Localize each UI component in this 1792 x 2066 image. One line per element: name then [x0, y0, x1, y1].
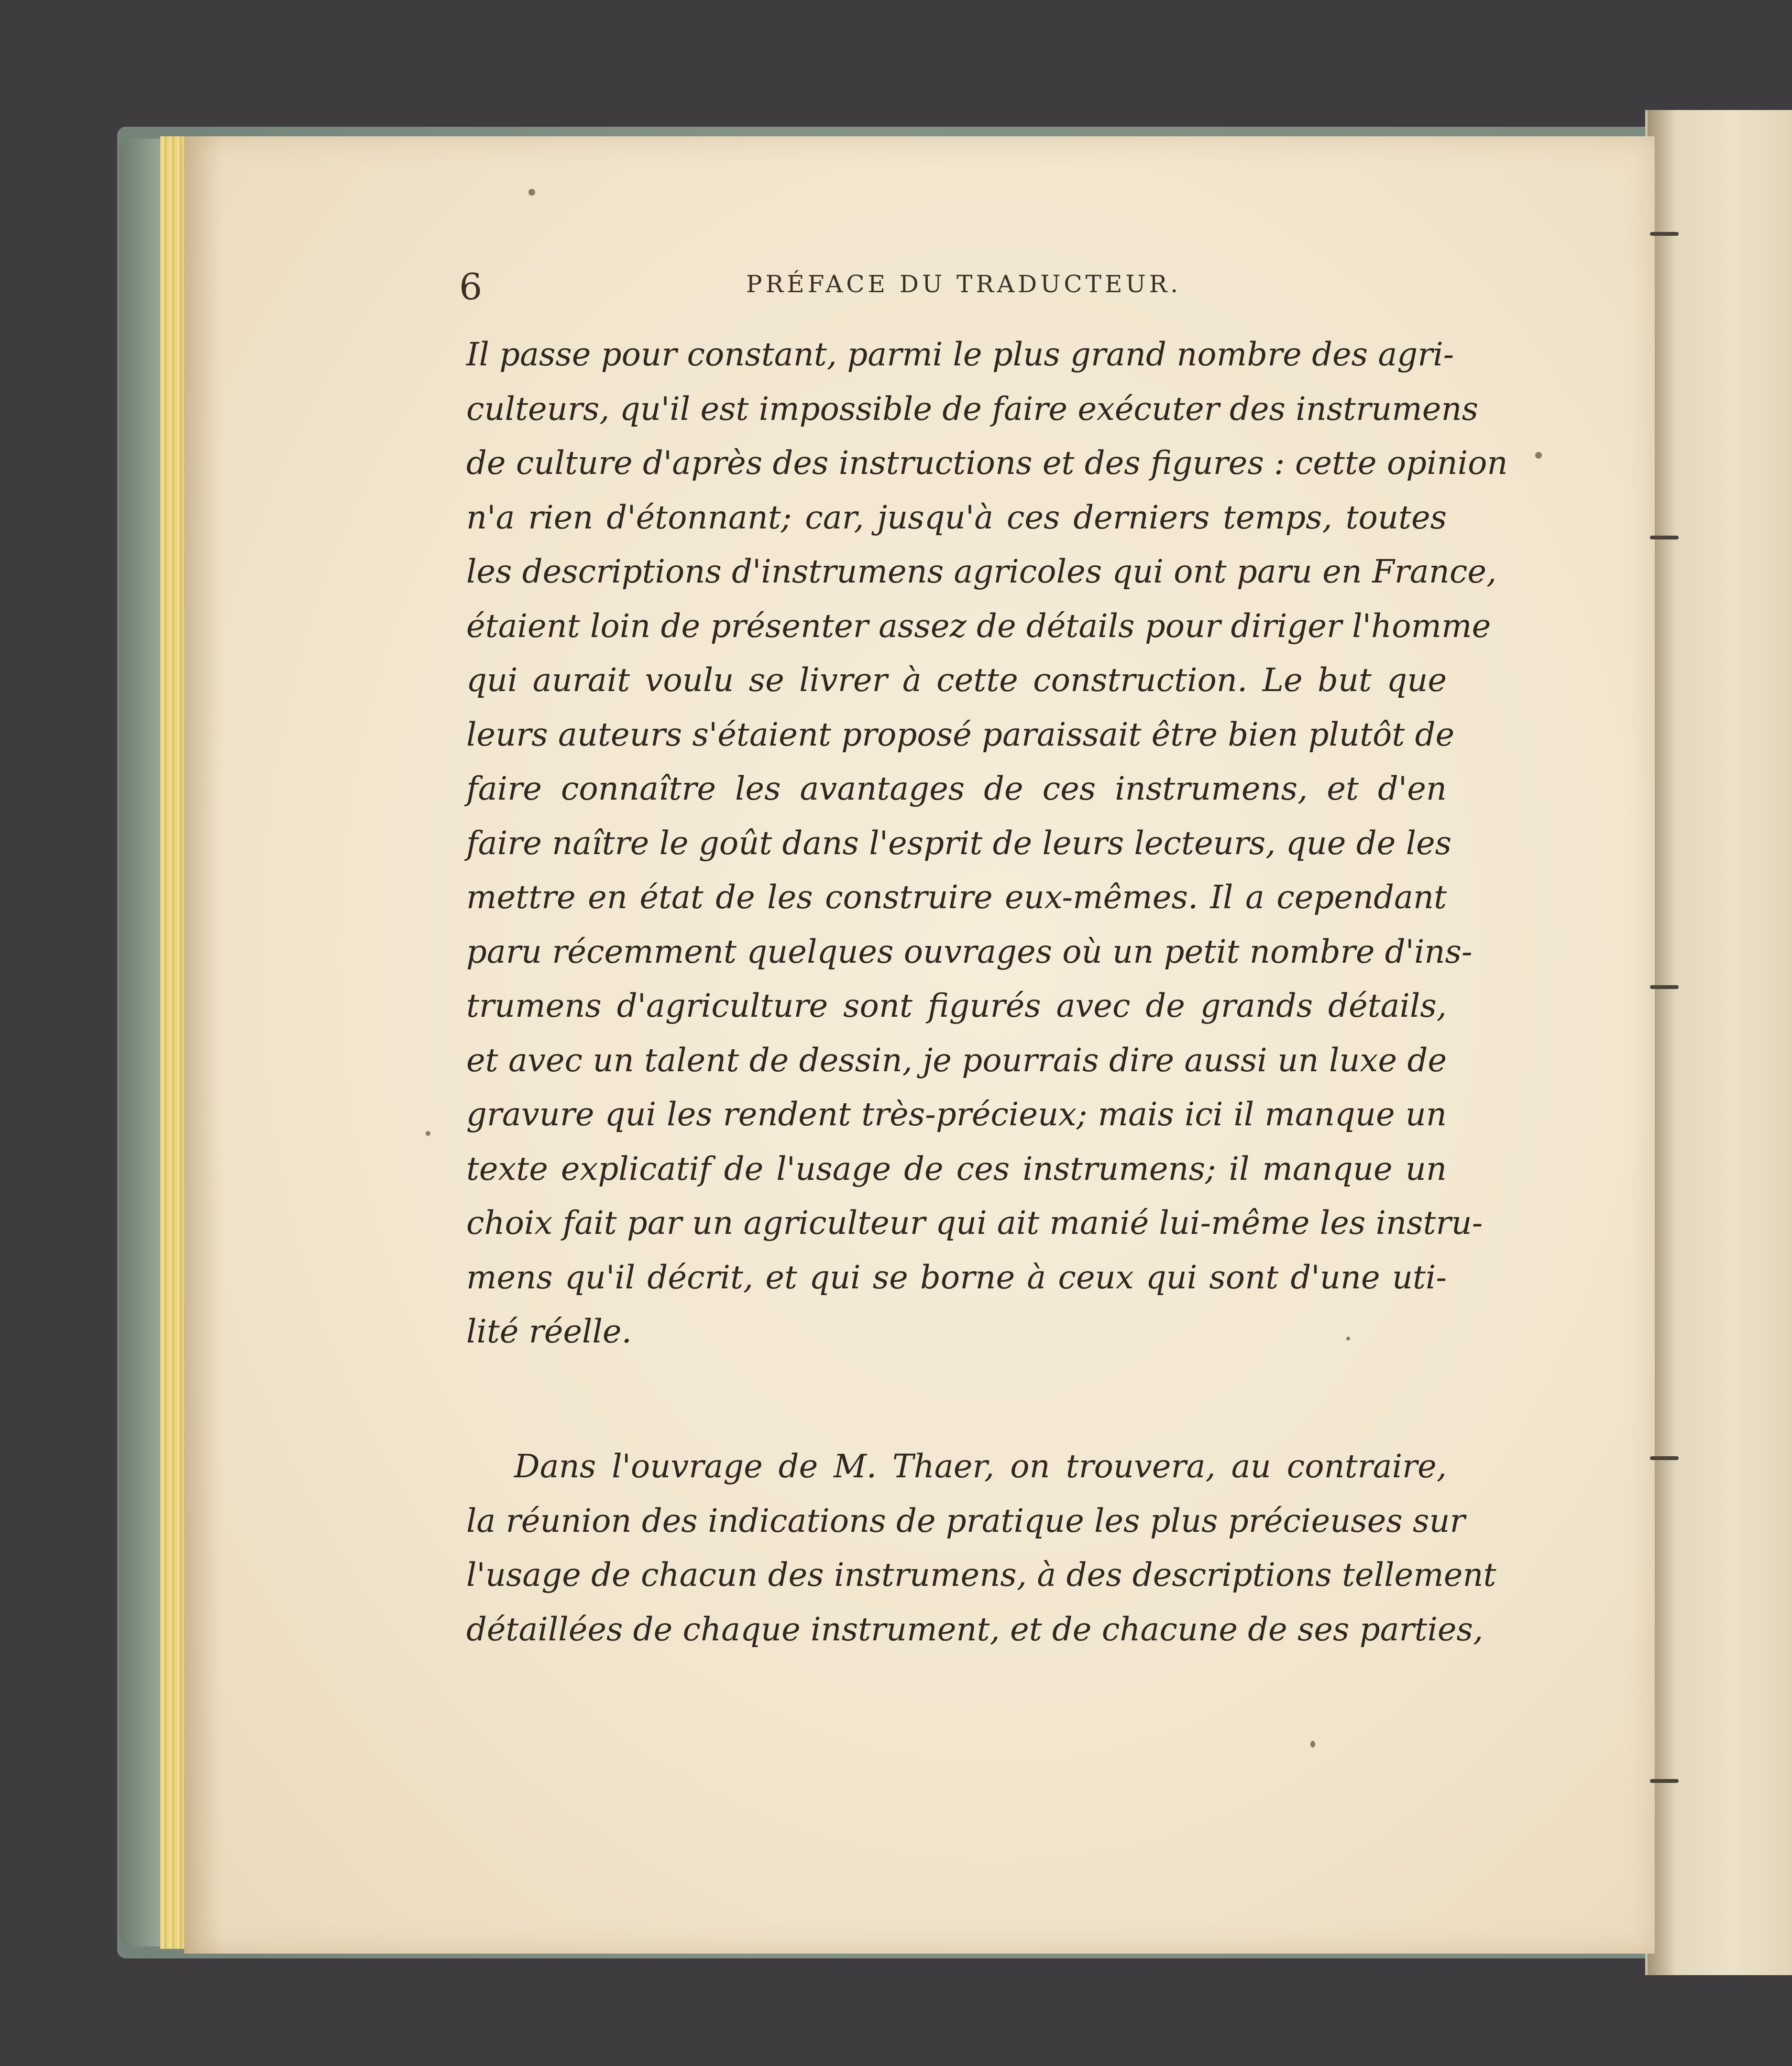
text-line: lité réelle.	[466, 1313, 632, 1350]
running-title: PRÉFACE DU TRADUCTEUR.	[746, 270, 1182, 298]
text-line: gravure qui les rendent très-précieux; mais ici il manque un	[466, 1096, 1447, 1133]
paper-speck	[426, 1131, 430, 1136]
binding-stitch	[1650, 232, 1679, 236]
text-line: les descriptions d'instrumens agricoles qui ont paru en France,	[466, 553, 1497, 590]
paper-speck	[528, 189, 535, 196]
text-line: trumens d'agriculture sont figurés avec de grands détails,	[466, 987, 1447, 1024]
text-line: faire connaître les avantages de ces instrumens, et d'en	[466, 770, 1447, 807]
text-line: étaient loin de présenter assez de détails pour diriger l'homme	[466, 607, 1491, 645]
page-number: 6	[459, 265, 483, 308]
text-line: paru récemment quelques ouvrages où un petit nombre d'ins-	[466, 933, 1473, 970]
binding-stitch	[1650, 1779, 1679, 1783]
text-line: qui aurait voulu se livrer à cette construction. Le but que	[466, 661, 1447, 699]
binding-stitch	[1650, 536, 1679, 539]
text-line: culteurs, qu'il est impossible de faire exécuter des instrumens	[466, 390, 1478, 428]
paragraph-2	[466, 1440, 1496, 1657]
paper-speck	[1310, 1741, 1315, 1747]
text-line: choix fait par un agriculteur qui ait manié lui-même les instru-	[466, 1204, 1483, 1242]
text-line: l'usage de chacun des instrumens, à des descriptions tellement	[466, 1556, 1496, 1593]
text-line: faire naître le goût dans l'esprit de leurs lecteurs, que de les	[466, 824, 1452, 862]
text-line: Dans l'ouvrage de M. Thaer, on trouvera, au contraire,	[514, 1448, 1447, 1485]
text-line: n'a rien d'étonnant; car, jusqu'à ces derniers temps, toutes	[466, 498, 1447, 536]
text-line: la réunion des indications de pratique les plus précieuses sur	[466, 1502, 1465, 1539]
binding-stitch	[1650, 1456, 1679, 1460]
text-line: Il passe pour constant, parmi le plus grand nombre des agri-	[466, 336, 1454, 373]
text-line: détaillées de chaque instrument, et de chacune de ses parties,	[466, 1610, 1484, 1648]
paper-speck	[1535, 452, 1542, 459]
text-line: de culture d'après des instructions et des figures : cette opinion	[466, 444, 1508, 482]
text-line: mettre en état de les construire eux-mêmes. Il a cependant	[466, 879, 1447, 916]
paragraph-1	[466, 328, 1508, 1359]
binding-stitch	[1650, 985, 1679, 989]
text-line: leurs auteurs s'étaient proposé paraissait être bien plutôt de	[466, 715, 1455, 753]
page-gutter-shadow	[184, 136, 222, 1954]
text-line: texte explicatif de l'usage de ces instrumens; il manque un	[466, 1150, 1447, 1187]
text-line: mens qu'il décrit, et qui se borne à ceux qui sont d'une uti-	[466, 1258, 1447, 1296]
text-line: et avec un talent de dessin, je pourrais dire aussi un luxe de	[466, 1041, 1447, 1079]
